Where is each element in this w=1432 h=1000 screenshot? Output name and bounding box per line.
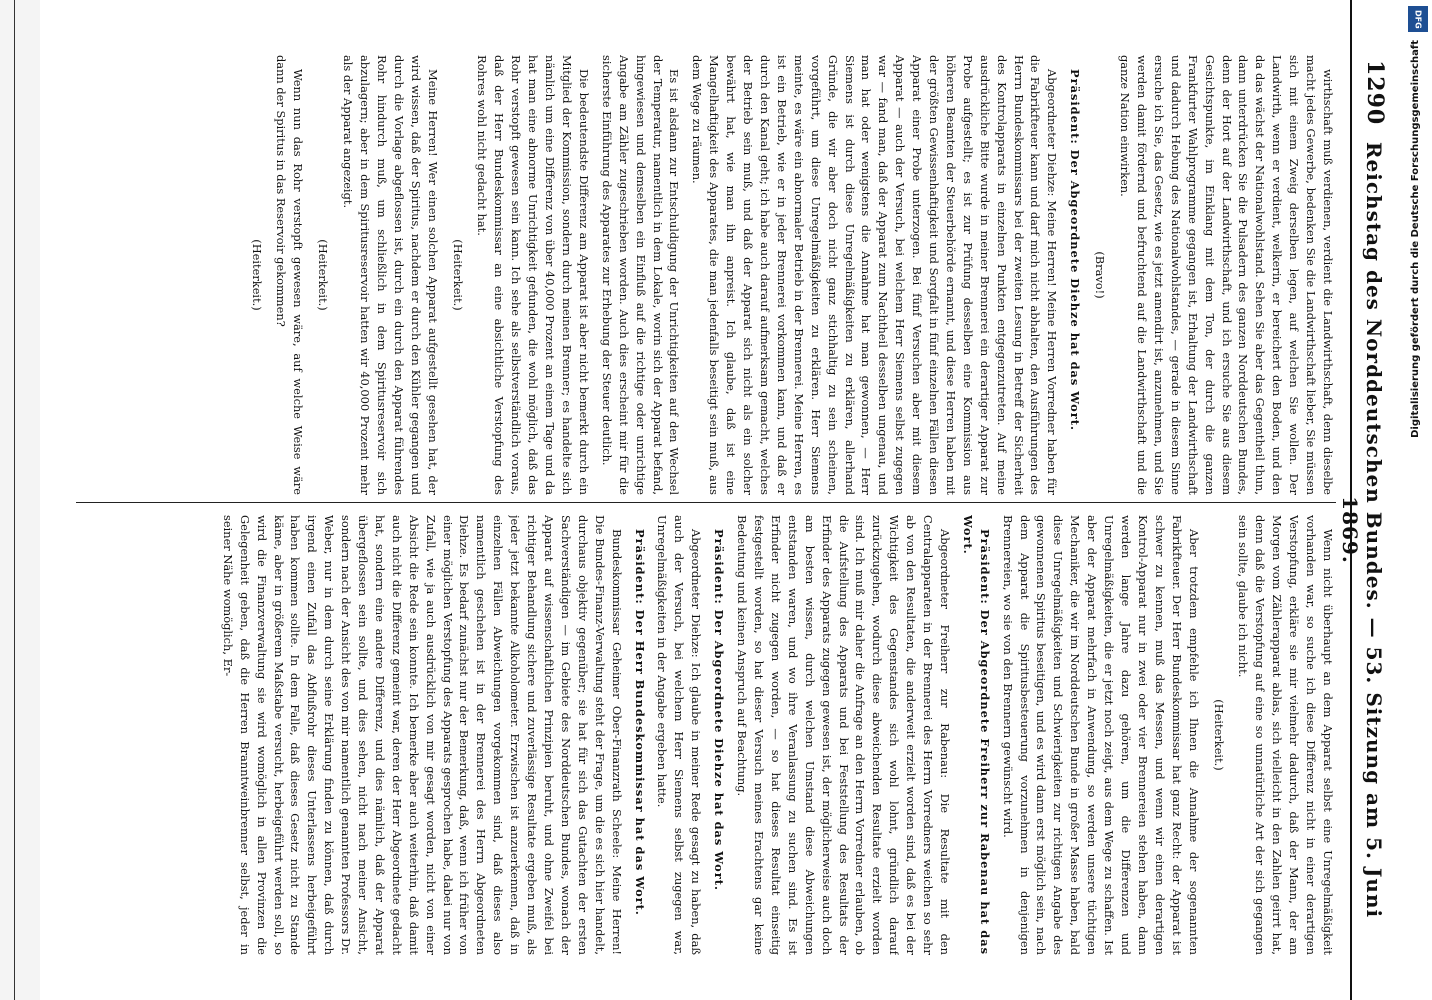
- paragraph: Wenn nicht überhaupt an dem Apparat selbst eine Unregelmäßigkeit vorhanden war, so suche ich diese Differenz nicht in einer derartigen Verstopfung, erkläre sie mir vielmehr dadurch, daß der Mann, der am Morgen vom Zählerapparat ablas, sich vielleicht in den Zahlen geirrt hat, denn daß die Verstopfung auf eine so unnatürliche Art der sich gegangen sein sollte, glaube ich nicht.: [1236, 515, 1335, 955]
- digitization-sidebar: [1402, 0, 1432, 1000]
- speaker-heading: Präsident: Der Abgeordnete Diehze hat das Wort.: [1068, 69, 1083, 431]
- dfg-logo: DFG: [1408, 6, 1428, 32]
- page-header: [1338, 0, 1392, 1000]
- paragraph: Aber trotzdem empfehle ich Ihnen die Annahme der sogenannten Fabrikfteuer. Der Herr Bundeskommissar hat ganz Recht: der Apparat ist schwer zu kennen, muß das Messen, und wenn wir einen derartigen Kontrol-Apparat nur in zwei oder vier Brennereien stehen haben, dann werden lange Jahre dazu gehören, um die Differenzen und Unregelmäßigkeiten, die er jetzt noch zeigt, aus dem Wege zu schaffen. Ist aber der Apparat mehrfach in Anwendung, so werden unsere tüchtigen Mechaniker, die wir im Norddeutschen Bunde in großer Masse haben, bald diese Unregelmäßigkeiten und Schwierigkeiten zur richtigen Angabe des gewonnenen Spiritus beseitigen, und es wird dann erst möglich sein, nach dem Apparat die Spiritusbesteuerung vorzunehmen in denjenigen Brennereien, wo sie von den Brennern gewünscht wird.: [1000, 515, 1201, 955]
- speaker-heading: Präsident: Der Abgeordnete Diehze hat das Wort.: [712, 529, 727, 891]
- paragraph: wirthschaft muß verdienen, verdient die Landwirthschaft, denn dieselbe macht jedes Gewerbe, bedenken Sie die Landwirthschaft lieber, Sie müssen sich mit einem Zweig derselben legen, auf welchen Sie wollen. Der Landwirth, wenn er verdient, welkerin, er bereichert den Boden, und den da das wächst der Nationalwohlstand. Sehen Sie aber das Gegentheil thun, dann unterdrücken Sie die Pulsadern des ganzen Norddeutschen Bundes, denn der Hort auf der Landwirthschaft, und ich ersuche Sie aus diesem Gesichtspunkte, im Einklang mit dem Ton, der durch die ganzen Frankfurter Wahlprogramme gegangen ist, Erhaltung der Landwirthschaft und dadurch Hebung des Nationalwohlstandes, — gerade in diesem Sinne ersuche ich Sie, das Gesetz, wie es jetzt amendirt ist, anzunehmen, und Sie werden damit fördernd und befruchtend auf die Landwirthschaft und die ganze Nation einwirken.: [1118, 55, 1335, 495]
- page-title: Reichstag des Norddeutschen Bundes. — 53. Sitzung am 5. Juni 1869.: [1338, 141, 1386, 919]
- left-column: [76, 55, 1336, 495]
- paragraph: Wenn nun das Rohr verstopft gewesen wäre, auf welche Weise wäre dann der Spiritus in das Reservoir gekommen?: [274, 55, 306, 495]
- binding-line: [14, 0, 15, 1000]
- paragraph: Abgeordneter Diehze: Ich glaube in meiner Rede gesagt zu haben, daß auch der Versuch, bei welchem Herr Siemens selbst zugegen war, Unregelmäßigkeiten in der Angabe ergeben hatte.: [655, 515, 704, 955]
- page-content: [40, 0, 1420, 1000]
- paragraph: Abgeordneter Diehze: Meine Herren! Meine Herren Vorredner haben für die Fabrikfteuer kann und darf mich nicht abhalten, den Ausführungen des Herrn Bundeskommissars bei der zweiten Lesung in Betreff der Sicherheit des Kontrolapparats in einzelnen Punkten entgegenzutreten. Auf meine ausdrückliche Bitte wurde in meiner Brennerei ein derartiger Apparat zur Probe aufgestellt; es ist zur Prüfung desselben eine Kommission aus höheren Beamten der Steuerbehörde ernannt, und diese Herren haben mit der größten Gewissenhaftigkeit und Sorgfalt in fünf einzelnen Fällen diesen Apparat einer Probe unterzogen. Bei fünf Versuchen aber mit diesem Apparat — auch der Versuch, bei welchem Herr Siemens selbst zugegen war — fand man, daß der Apparat zum Nachtheil desselben ungenau, und man hat oder wenigstens die Annahme hat man gewonnen, — Herr Siemens ist durch diese Unregelmäßigkeiten zu erklären, allerhand Gründe, die wir aber doch nicht ganz stichhaltig zu sein scheinen, vorgeführt, um diese Unregelmäßigkeiten zu erklären. Herr Siemens meinte, es wäre ein abnormaler Betrieb in der Brennerei. Meine Herren, es ist ein Betrieb, wie er in jeder Brennerei vorkommen kann, und daß er durch den Kanal geht; ich habe auch darauf aufmerksam gemacht, welches der Betrieb sein muß, und daß der Apparat sich nicht als ein solcher bewährt hat, wie man ihn anpreist. Ich glaube, daß ist eine Mangelhaftigkeit des Apparates, die man jedenfalls beseitigt sein muß, aus dem Wege zu räumen.: [690, 55, 1060, 495]
- applause-note: (Bravo!): [1093, 251, 1108, 299]
- paragraph: Es ist alsdann zur Entschuldigung der Unrichtigkeiten auf den Wechsel der Temperatur, namentlich in dem Lokale, worin sich der Apparat befand, hingewiesen und demselben ein Einfluß auf die richtige oder unrichtige Angabe am Zähler zugeschrieben worden. Auch dies erscheint mir für die sicherste Einführung des Apparates zur Erhebung der Steuer deutlich.: [599, 55, 682, 495]
- paragraph: Die bedeutendste Differenz am Apparat ist aber nicht bemerkt durch ein Mitglied der Kommission, sondern durch meinen Brenner; es handelte sich nämlich um eine Differenz von über 40,000 Prozent an einem Tage und da hat man eine abnorme Unrichtigkeit gefunden, die wohl möglich, daß das Rohr verstopft gewesen sein kann. Ich sehe als selbstverständlich voraus, daß der Herr Bundeskommissar an eine absichtliche Verstopfung des Rohres wohl nicht gedacht hat.: [475, 55, 591, 495]
- speaker-heading: Präsident: Der Herr Bundeskommissar hat das Wort.: [632, 529, 647, 916]
- binding-margin: [0, 0, 42, 1000]
- applause-note: (Heiterkeit.): [1211, 699, 1226, 771]
- column-divider: [76, 502, 1336, 503]
- right-column: [76, 515, 1336, 955]
- paragraph: Meine Herren! Wer einen solchen Apparat aufgestellt gesehen hat, der wird wissen, daß der Spiritus, nachdem er durch den Kühler gegangen und durch die Vorlage abgeflossen ist, durch ein durch den Apparat führendes Rohr hindurch muß, um schließlich in dem Spiritusreservoir sich abzulagern; aber in dem Spiritusreservoir hatten wir 40,000 Prozent mehr als der Apparat angezeigt.: [341, 55, 440, 495]
- speaker-heading: Präsident: Der Abgeordnete Freiherr zur Rabenau hat das Wort.: [960, 515, 992, 955]
- digitization-note: Digitalisierung gefördert durch die Deutsche Forschungsgemeinschaft: [1410, 40, 1421, 438]
- paragraph: Abgeordneter Freiherr zur Rabenau: Die Resultate mit den Centralapparaten in der Brennerei des Herrn Vorredners weichen so sehr ab von den Resultaten, die anderweit erzielt worden sind, daß es bei der Wichtigkeit des Gegenstandes sich wohl lohnt, gründlich darauf zurückzugehen, wodurch diese abweichenden Resultate erzielt worden sind. Ich muß mir daher die Anfrage an den Herrn Vorredner erlauben, ob die Aufstellung des Apparats und bei Feststellung des Resultats der Erfinder des Apparats zugegen gewesen ist, der möglicherweise auch doch am besten wissen, durch welchen Umstand diese Abweichungen entstanden waren, und wo ihre Veranlassung zu suchen sind. Es ist Erfinder nicht zugegen worden, — so hat dieses Resultat einseitig festgestellt worden, so hat dieser Versuch meines Erachtens gar keine Bedeutung und keinen Anspruch auf Beachtung.: [735, 515, 952, 955]
- scanned-page: [40, 0, 1420, 1000]
- applause-note: (Heiterkeit.): [450, 239, 465, 311]
- applause-note: (Heiterkeit.): [249, 239, 264, 311]
- applause-note: (Heiterkeit.): [316, 239, 331, 311]
- page-number: 1290: [1362, 60, 1388, 126]
- paragraph: Bundeskommissar Geheimer Ober-Finanzrath Scheele: Meine Herren! Die Bundes-Finanz-Verwaltung steht der Frage, um die es sich hier handelt, durchaus objektiv gegenüber; sie hat für sich das Gutachten der ersten Sachverständigen — im Gebiete des Norddeutschen Bundes, wonach der Apparat auf wissenschaftlichen Prinzipien beruht, und ohne Zweifel bei richtiger Behandlung sichere und zuverlässige Resultate ergeben muß, als jeder jetzt bekannte Alkoholometer. Erzwischen ist anzuerkennen, daß in einzelnen Fällen Abweichungen vorgekommen sind, daß dieses also namentlich geschehen ist in der Brennerei des Herrn Abgeordneten Diehze. Es bedarf zunächst nur der Bemerkung, daß, wenn ich früher von einer möglichen Verstopfung des Apparats gesprochen habe, dabei nur von Zufall, wie ja auch ausdrücklich von mir gesagt worden, nicht von einer Absicht die Rede sein konnte. Ich bemerke aber auch weiterhin, daß damit auch nicht die Differenz gemeint war, deren der Herr Abgeordnete gedacht hat, sondern eine andere Differenz, und dies nämlich, daß der Apparat übergeflossen sein sollte, und dies sehen, nicht nach meiner Ansicht, sondern nach der Ansicht des von mir namentlich genannten Professors Dr. Weber, nur in dem durch seine Erklärung finden zu können, daß durch irgend einen Zufall das Abflußrohr dieses Unterlassens herbeigeführt haben kommen sollte. In dem Falle, daß dieses Gesetz nicht zu Stande käme, aber in größerem Maßstabe versucht, herbeigeführt werden soll, so wird die Finanzverwaltung sie wird womöglich in allen Provinzen die Gelegenheit geben, daß die Herren Branntweinbrenner selbst, jeder in seiner Nähe womöglich, Er-: [220, 515, 624, 955]
